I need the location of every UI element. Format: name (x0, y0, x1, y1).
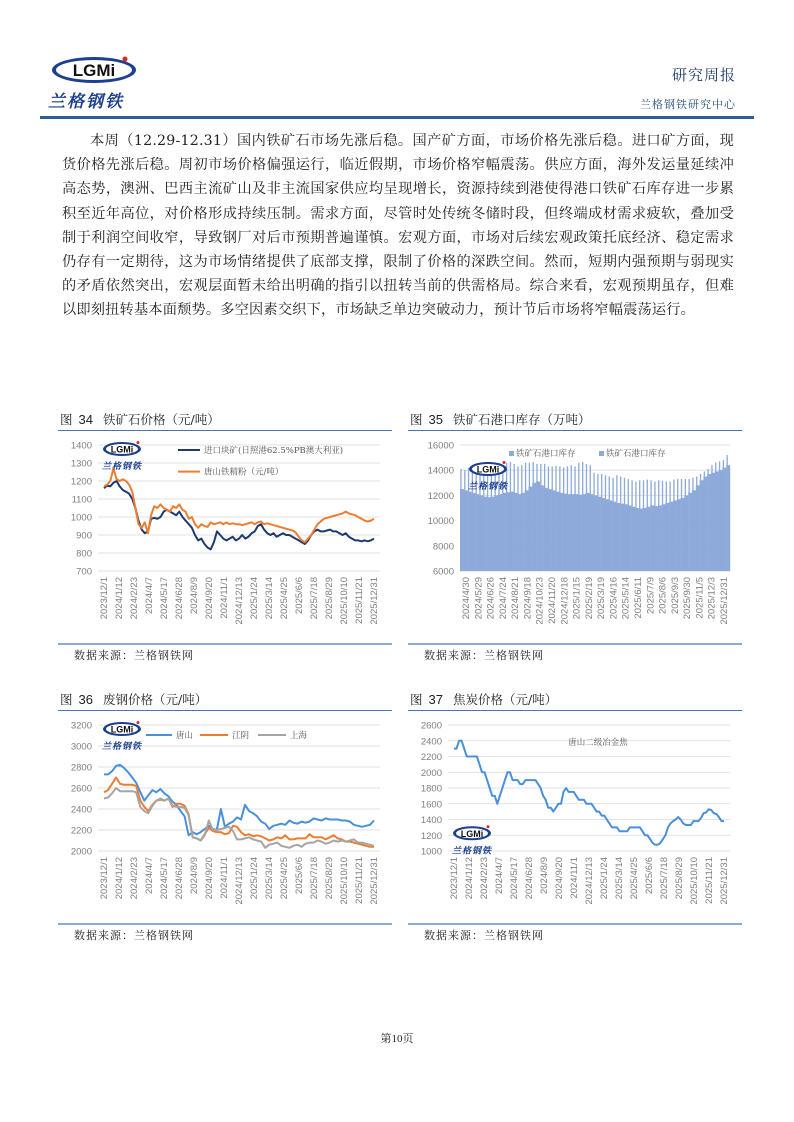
y-tick-label: 900 (76, 530, 92, 542)
inventory-bar (506, 492, 510, 571)
figure-label: 图 (410, 692, 423, 707)
y-tick-label: 1600 (420, 799, 442, 811)
x-tick-label: 2025/8/29 (674, 857, 685, 900)
x-tick-label: 2024/4/7 (144, 857, 155, 894)
y-tick-label: 1800 (420, 783, 442, 795)
inventory-bar (532, 483, 536, 571)
inventory-bar (669, 502, 673, 571)
inventory-bar (673, 500, 677, 571)
x-tick-label: 2024/5/17 (509, 857, 520, 900)
figure-34-iron-ore-price (58, 410, 392, 667)
inventory-bar (555, 492, 559, 571)
x-tick-label: 2024/2/23 (129, 577, 140, 620)
y-tick-label: 8000 (432, 541, 454, 553)
y-tick-label: 3000 (70, 741, 92, 753)
data-source: 数据来源：兰格钢铁网 (74, 929, 194, 942)
figure-title (58, 410, 392, 430)
header-divider (40, 116, 754, 119)
y-tick-label: 1400 (420, 815, 442, 826)
inventory-bar (726, 465, 730, 571)
inventory-bar (643, 508, 647, 571)
inventory-bar (540, 485, 544, 571)
inventory-bar (692, 490, 696, 571)
inventory-bar (631, 507, 635, 571)
figure-label: 图 (410, 412, 423, 427)
logo-dot (123, 57, 128, 62)
inventory-bar (585, 493, 589, 571)
x-tick-label: 2025/7/18 (309, 577, 320, 620)
x-tick-label: 2025/6/6 (294, 577, 305, 614)
y-tick-label: 3200 (70, 720, 92, 732)
figure-label: 图 (60, 692, 73, 707)
x-tick-label: 2025/9/3 (669, 577, 681, 614)
figure-37-coke-price (408, 690, 742, 947)
figure-label: 图 (60, 412, 73, 427)
watermark-logo-cn: 兰格钢铁 (452, 846, 493, 857)
data-source: 数据来源：兰格钢铁网 (424, 649, 544, 662)
inventory-bar (688, 493, 692, 571)
x-tick-label: 2023/12/1 (99, 857, 110, 900)
x-tick-label: 2025/11/21 (354, 857, 365, 904)
inventory-bar (521, 493, 525, 571)
watermark-logo-dot (137, 721, 140, 724)
inventory-bar (574, 494, 578, 571)
inventory-bar (627, 505, 631, 571)
research-center-name: 兰格钢铁研究中心 (640, 98, 736, 111)
inventory-bar (460, 489, 464, 571)
x-tick-label: 2025/9/30 (682, 577, 694, 620)
data-source: 数据来源：兰格钢铁网 (424, 929, 544, 942)
figure-35-port-inventory (408, 410, 742, 667)
inventory-bar (479, 495, 483, 571)
watermark-logo-dot (137, 441, 140, 444)
inventory-bar (612, 502, 616, 571)
inventory-bar (494, 495, 498, 571)
figure-36-scrap-price (58, 690, 392, 947)
page-number: 第10页 (380, 1033, 414, 1045)
inventory-bar (509, 492, 513, 571)
x-tick-label: 2024/8/9 (189, 857, 200, 894)
inventory-bar (650, 505, 654, 571)
inventory-bar (483, 497, 487, 571)
x-tick-label: 2024/12/13 (234, 577, 245, 625)
x-tick-label: 2023/12/1 (449, 857, 460, 900)
x-tick-label: 2025/3/14 (264, 577, 275, 620)
inventory-bar (464, 490, 468, 571)
x-tick-label: 2024/5/17 (159, 577, 170, 620)
inventory-bar (654, 506, 658, 571)
x-tick-label: 2025/4/25 (279, 577, 290, 620)
watermark-logo-dot (487, 825, 490, 828)
legend-label: 上海 (290, 731, 308, 741)
x-tick-label: 2025/12/3 (706, 577, 718, 620)
x-tick-label: 2025/6/6 (294, 857, 305, 894)
y-tick-label: 6000 (432, 566, 454, 578)
legend-label: 唐山 (176, 731, 194, 741)
figure-number: 34 (78, 412, 93, 427)
y-tick-label: 700 (76, 566, 92, 578)
x-tick-label: 2025/11/21 (354, 577, 365, 624)
inventory-bar (551, 490, 555, 571)
x-tick-label: 2025/10/10 (689, 857, 700, 905)
inventory-bar (703, 477, 707, 572)
y-tick-label: 2800 (70, 762, 92, 774)
legend-label: 进口块矿(日照港62.5%PB澳大利亚) (204, 446, 344, 456)
x-tick-label: 2025/3/19 (596, 577, 608, 620)
logo-cn-text: 兰格钢铁 (48, 92, 124, 112)
watermark-logo-cn: 兰格钢铁 (102, 742, 143, 752)
legend-label: 唐山铁精粉（元/吨） (204, 467, 284, 478)
y-tick-label: 2200 (70, 825, 92, 837)
x-tick-label: 2024/11/1 (569, 857, 580, 899)
figure-caption: 铁矿石价格（元/吨） (102, 412, 220, 427)
inventory-bar (635, 508, 639, 571)
x-tick-label: 2025/1/24 (249, 577, 260, 620)
x-tick-label: 2024/8/9 (539, 857, 550, 894)
x-tick-label: 2025/1/15 (571, 577, 583, 620)
watermark-logo-cn: 兰格钢铁 (102, 462, 143, 472)
inventory-bar (696, 485, 700, 571)
report-type: 研究周报 (671, 66, 736, 84)
x-tick-label: 2025/3/14 (614, 857, 625, 900)
x-tick-label: 2024/9/18 (522, 577, 534, 620)
x-tick-label: 2024/4/7 (494, 857, 505, 894)
figure-title (408, 690, 742, 710)
inventory-bar (475, 494, 479, 571)
legend-swatch (509, 451, 514, 456)
watermark-logo-text: LGMi (110, 724, 134, 735)
inventory-bar (559, 493, 563, 571)
inventory-bar (639, 509, 643, 571)
watermark-logo-cn: 兰格钢铁 (468, 482, 509, 492)
x-tick-label: 2024/5/17 (159, 857, 170, 900)
x-tick-label: 2024/7/24 (497, 577, 509, 620)
x-tick-label: 2025/10/10 (339, 577, 350, 625)
x-tick-label: 2023/12/1 (99, 577, 110, 620)
inventory-bar (525, 490, 529, 571)
inventory-bar (544, 488, 548, 571)
y-tick-label: 2600 (70, 783, 92, 795)
figure-title (408, 410, 742, 430)
inventory-bar (707, 474, 711, 571)
inventory-bar (608, 500, 612, 571)
lgmi-logo (44, 55, 144, 115)
inventory-bar (677, 499, 681, 571)
inventory-bar (700, 480, 704, 571)
y-tick-label: 1000 (420, 846, 442, 858)
y-tick-label: 1300 (70, 458, 92, 470)
inventory-bar (528, 487, 532, 571)
x-tick-label: 2025/8/6 (657, 577, 669, 614)
chart-36 (58, 711, 392, 923)
y-tick-label: 2400 (420, 736, 442, 748)
x-tick-label: 2025/1/24 (599, 857, 610, 900)
x-tick-label: 2024/1/12 (464, 857, 475, 900)
x-tick-label: 2025/12/31 (719, 577, 730, 625)
market-summary-paragraph: 本周（12.29-12.31）国内铁矿石市场先涨后稳。国产矿方面，市场价格先涨后稳。进口矿方面，现货价格先涨后稳。周初市场价格偏强运行，临近假期，市场价格窄幅震荡。供应方面，海外发运量延续冲高态势，澳洲、巴西主流矿山及非主流国家供应均呈现增长，资源持续到港使得港口铁矿石库存进一步累积至近年高位，对价格形成持续压制。需求方面，尽管时处传统冬储时段，但终端成材需求疲软，叠加受制于利润空间收窄，导致钢厂对后市预期普遍谨慎。宏观方面，市场对后续宏观政策托底经济、稳定需求仍存有一定期待，这为市场情绪提供了底部支撑，限制了价格的深跌空间。然而，短期内强预期与弱现实的矛盾依然突出，宏观层面暂未给出明确的指引以扭转当前的供需格局。综合来看，宏观预期虽存，但难以即刻扭转基本面颓势。多空因素交织下，市场缺乏单边突破动力，预计节后市场将窄幅震荡运行。 (62, 133, 734, 319)
watermark-logo (452, 825, 492, 856)
legend-label: 铁矿石港口库存 (516, 449, 576, 459)
data-source: 数据来源：兰格钢铁网 (74, 649, 194, 662)
watermark-logo-text: LGMi (460, 828, 484, 839)
x-tick-label: 2025/7/9 (645, 577, 657, 614)
watermark-logo-dot (503, 461, 506, 464)
figure-number: 37 (428, 692, 443, 707)
x-tick-label: 2024/11/1 (219, 857, 230, 899)
x-tick-label: 2025/12/31 (369, 857, 380, 905)
inventory-bar (536, 482, 540, 571)
x-tick-label: 2024/8/9 (189, 577, 200, 614)
inventory-bar (681, 498, 685, 571)
inventory-bar (566, 494, 570, 571)
inventory-bar (616, 503, 620, 571)
inventory-bar (715, 471, 719, 571)
y-tick-label: 800 (76, 548, 92, 560)
inventory-bar (597, 497, 601, 571)
inventory-bar (468, 492, 472, 571)
y-tick-label: 10000 (427, 516, 454, 528)
inventory-bar (471, 493, 475, 571)
inventory-bar (624, 504, 628, 571)
x-tick-label: 2025/4/25 (279, 857, 290, 900)
y-tick-label: 14000 (427, 465, 454, 477)
legend-swatch (599, 451, 604, 456)
x-tick-label: 2025/6/6 (644, 857, 655, 894)
inventory-bar (593, 495, 597, 571)
inventory-bar (711, 473, 715, 571)
inventory-bar (589, 494, 593, 571)
x-tick-label: 2024/2/23 (479, 857, 490, 900)
inventory-bar (605, 499, 609, 571)
watermark-logo-text: LGMi (110, 444, 134, 455)
y-tick-label: 16000 (427, 440, 454, 452)
x-tick-label: 2025/5/14 (620, 577, 632, 620)
x-tick-label: 2024/6/28 (524, 857, 535, 900)
figure-caption: 废钢价格（元/吨） (102, 692, 208, 707)
y-tick-label: 1200 (420, 830, 442, 842)
x-tick-label: 2025/11/5 (694, 577, 706, 619)
inventory-bar (582, 494, 586, 571)
inventory-bar (563, 494, 567, 571)
x-tick-label: 2025/12/31 (719, 857, 730, 905)
chart-37 (408, 711, 742, 923)
x-tick-label: 2024/10/23 (534, 577, 546, 625)
x-tick-label: 2024/1/12 (114, 577, 125, 620)
x-tick-label: 2024/11/1 (219, 577, 230, 619)
x-tick-label: 2024/8/21 (510, 577, 522, 620)
x-tick-label: 2024/2/23 (129, 857, 140, 900)
x-tick-label: 2024/4/7 (144, 577, 155, 614)
inventory-bar (722, 468, 726, 571)
x-tick-label: 2025/7/18 (659, 857, 670, 900)
y-tick-label: 2400 (70, 804, 92, 816)
x-tick-label: 2025/10/10 (339, 857, 350, 905)
x-tick-label: 2024/11/20 (547, 577, 558, 624)
inventory-bar (684, 495, 688, 571)
x-tick-label: 2024/12/13 (584, 857, 595, 905)
legend-label: 铁矿石港口库存 (606, 449, 666, 459)
inventory-bar (490, 497, 494, 571)
x-tick-label: 2024/6/26 (485, 577, 497, 620)
inventory-bar (620, 504, 624, 571)
chart-annotation: 唐山二级冶金焦 (568, 737, 628, 748)
x-tick-label: 2024/1/12 (114, 857, 125, 900)
x-tick-label: 2025/8/29 (324, 577, 335, 620)
x-tick-label: 2024/9/20 (554, 857, 565, 900)
inventory-bar (719, 470, 723, 571)
figure-number: 36 (78, 692, 93, 707)
x-tick-label: 2025/7/18 (309, 857, 320, 900)
inventory-bar (665, 503, 669, 571)
inventory-bar (547, 489, 551, 571)
y-tick-label: 1400 (70, 440, 92, 452)
logo-text: LGMi (72, 61, 116, 80)
inventory-bar (662, 504, 666, 571)
y-tick-label: 2000 (420, 767, 442, 779)
inventory-bar (646, 507, 650, 571)
inventory-bar (517, 494, 521, 571)
inventory-bar (487, 497, 491, 571)
figure-caption: 铁矿石港口库存（万吨） (452, 412, 591, 427)
x-tick-label: 2024/5/29 (473, 577, 485, 620)
inventory-bar (498, 494, 502, 571)
x-tick-label: 2024/9/20 (204, 577, 215, 620)
x-tick-label: 2024/9/20 (204, 857, 215, 900)
figure-title (58, 690, 392, 710)
y-tick-label: 2000 (70, 846, 92, 858)
y-tick-label: 12000 (427, 490, 454, 502)
x-tick-label: 2025/8/29 (324, 857, 335, 900)
x-tick-label: 2025/1/24 (249, 857, 260, 900)
x-tick-label: 2024/4/30 (461, 577, 472, 620)
x-tick-label: 2024/6/28 (174, 577, 185, 620)
inventory-bar (578, 495, 582, 571)
x-tick-label: 2024/12/13 (234, 857, 245, 905)
logo-graphic (44, 55, 144, 115)
watermark-logo (102, 441, 142, 472)
y-tick-label: 1100 (71, 494, 92, 506)
x-tick-label: 2025/3/14 (264, 857, 275, 900)
y-tick-label: 2200 (420, 752, 442, 763)
x-tick-label: 2024/6/28 (174, 857, 185, 900)
chart-35 (408, 431, 742, 643)
watermark-logo (102, 721, 142, 752)
watermark-logo-text: LGMi (476, 464, 500, 475)
inventory-bar (502, 493, 506, 571)
series-line-1 (104, 765, 374, 835)
x-tick-label: 2025/6/11 (633, 577, 644, 619)
figure-number: 35 (428, 412, 443, 427)
x-tick-label: 2024/12/18 (559, 577, 571, 625)
chart-34 (58, 431, 392, 643)
y-tick-label: 1000 (70, 512, 92, 524)
x-tick-label: 2025/4/16 (608, 577, 620, 620)
y-tick-label: 2600 (420, 720, 442, 732)
x-tick-label: 2025/12/31 (369, 577, 380, 625)
inventory-bar (570, 494, 574, 571)
inventory-bar (601, 498, 605, 571)
inventory-bar (658, 505, 662, 571)
inventory-bar (513, 493, 517, 571)
legend-label: 江阴 (232, 731, 250, 741)
x-tick-label: 2025/2/19 (583, 577, 595, 620)
y-tick-label: 1200 (70, 476, 92, 488)
figure-caption: 焦炭价格（元/吨） (452, 692, 558, 707)
x-tick-label: 2025/11/21 (704, 857, 715, 904)
x-tick-label: 2025/4/25 (629, 857, 640, 900)
